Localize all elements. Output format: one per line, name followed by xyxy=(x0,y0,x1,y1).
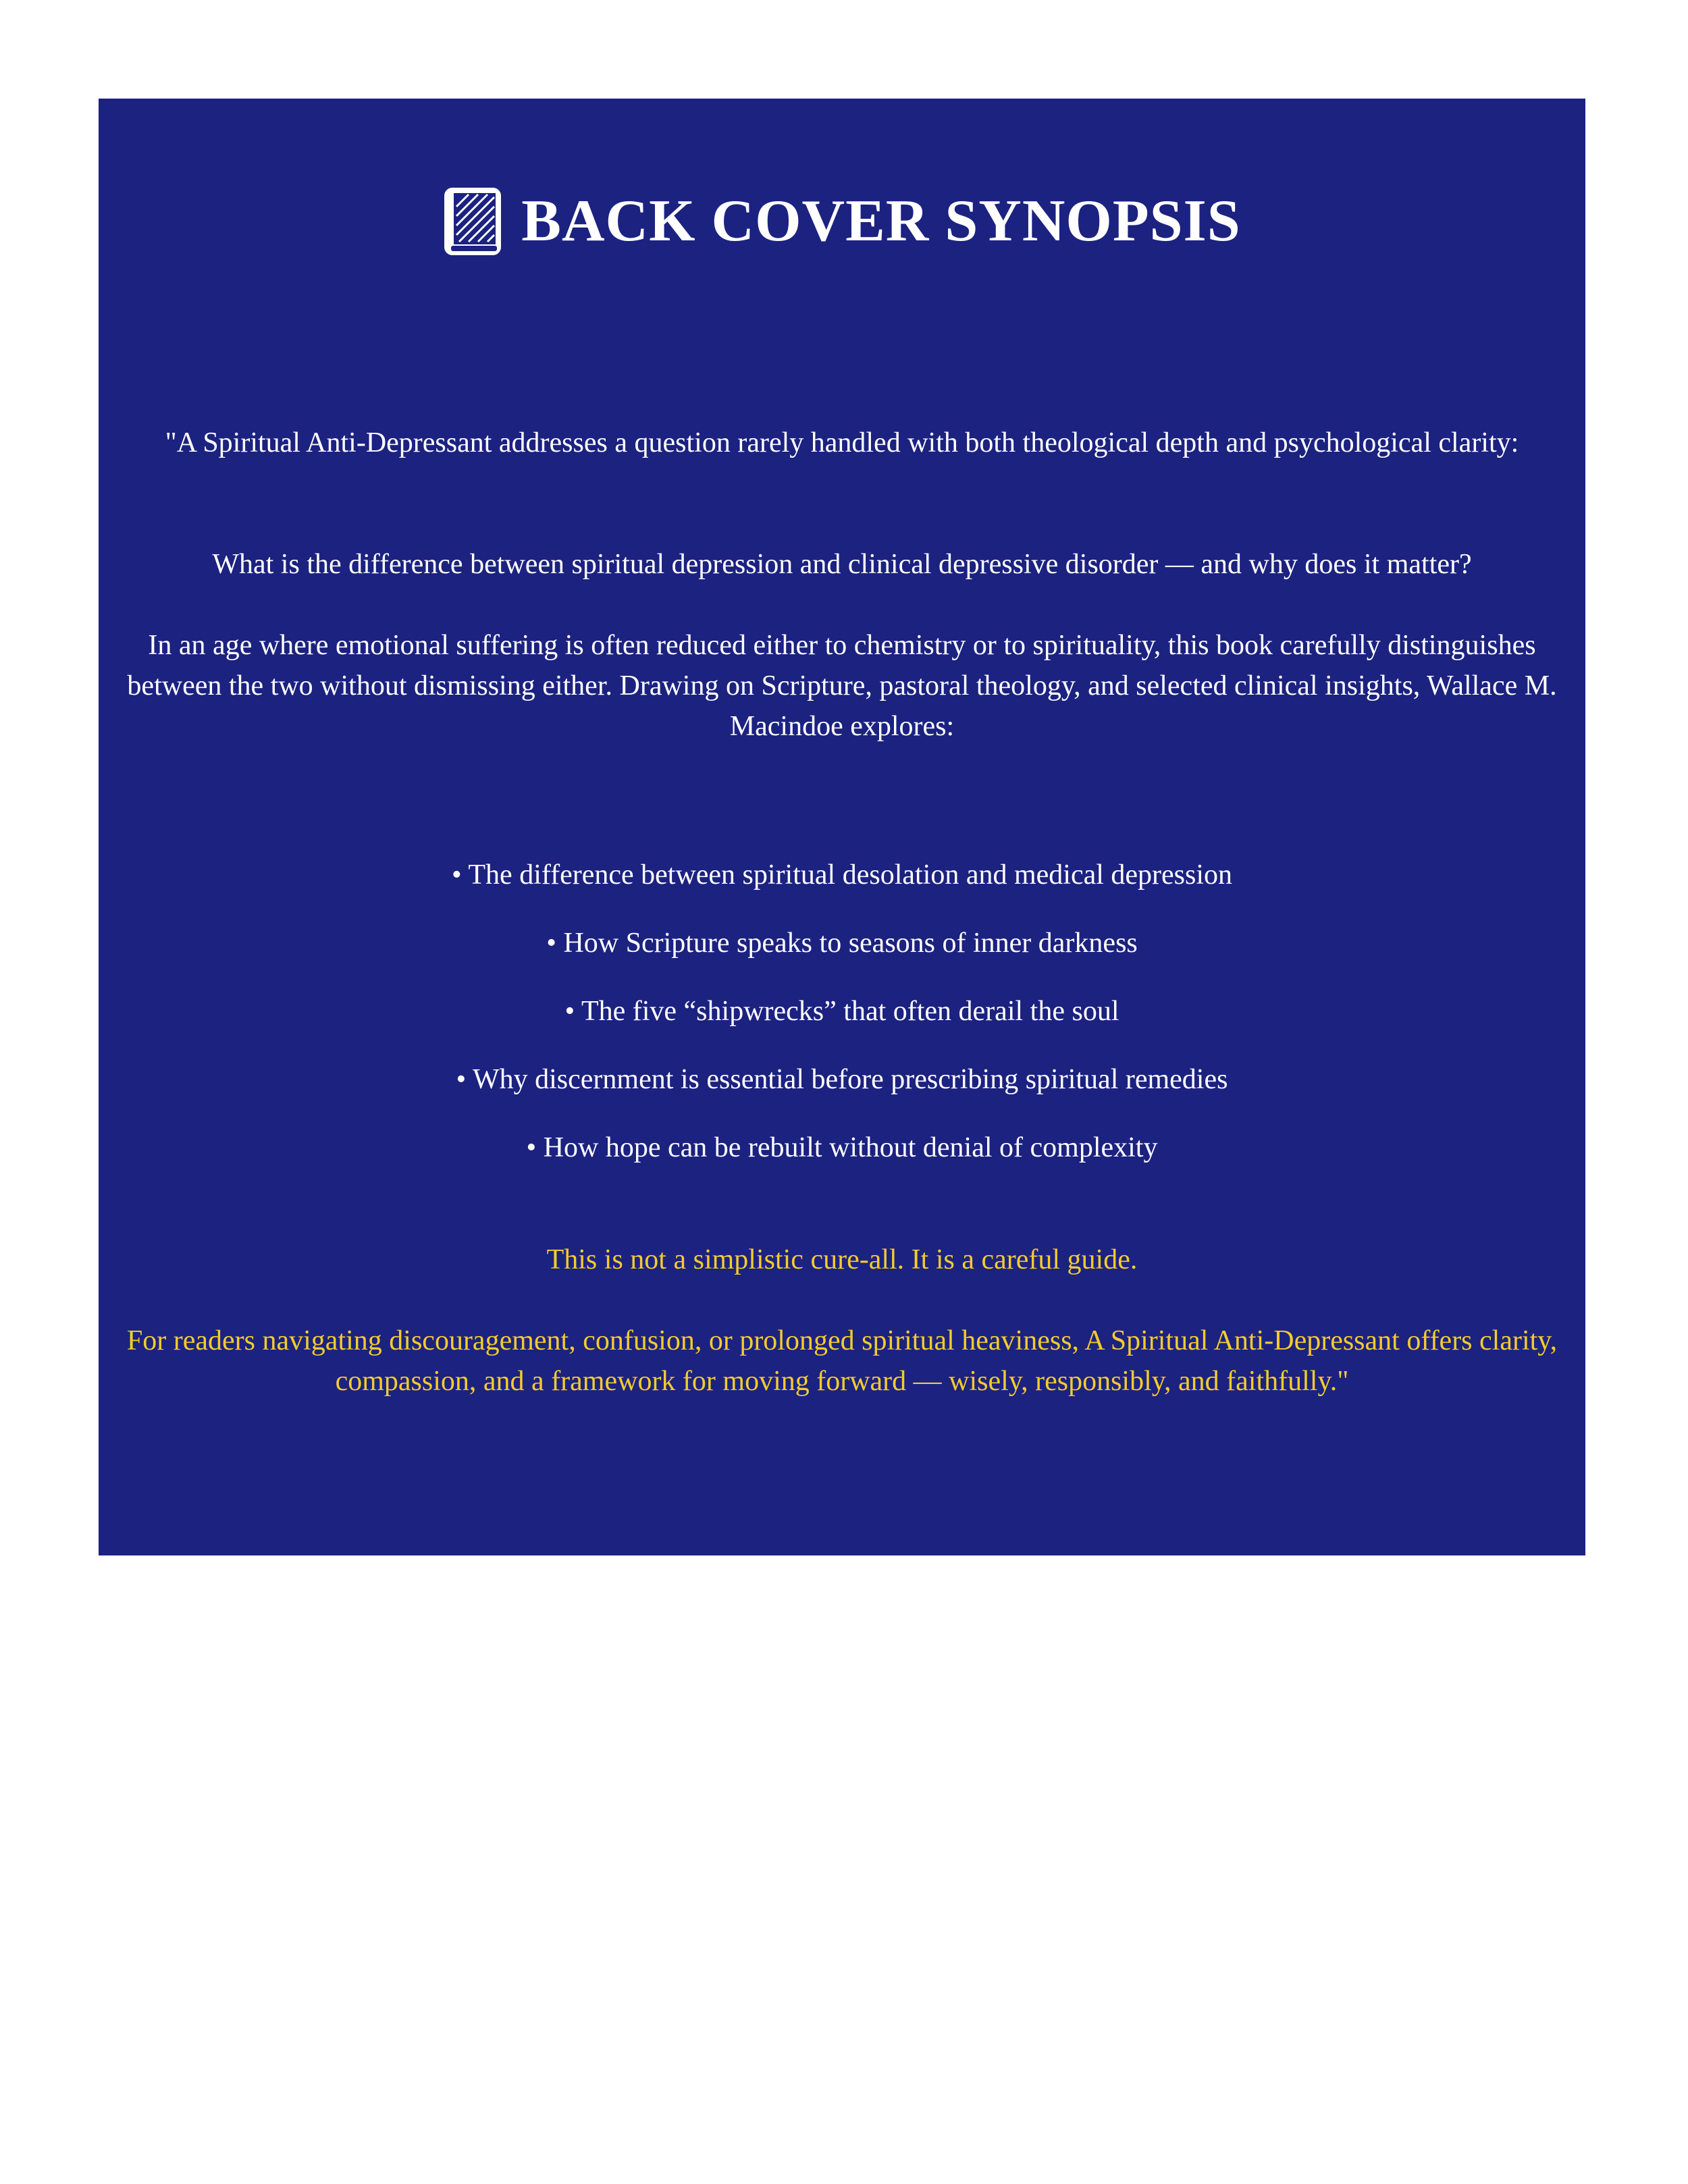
tagline-paragraph: This is not a simplistic cure-all. It is a careful guide. xyxy=(546,1244,1138,1275)
list-item: • The difference between spiritual desolation and medical depression xyxy=(451,859,1233,890)
topics-list xyxy=(99,855,1585,1196)
context-paragraph: In an age where emotional suffering is often reduced either to chemistry or to spirituality, this book carefully distinguishes between the two without dismissing either. Drawing on Scripture, pastoral theology, and selected clinical insights, Wallace M. Macindoe explores: xyxy=(127,630,1557,742)
book-icon xyxy=(443,186,502,257)
page-title: BACK COVER SYNOPSIS xyxy=(521,188,1241,254)
closing-paragraph: For readers navigating discouragement, confusion, or prolonged spiritual heaviness, A Spiritual Anti-Depressant offers clarity, compassion, and a framework for moving forward — wisely, responsibly, and faithfully." xyxy=(126,1325,1558,1397)
synopsis-panel xyxy=(99,99,1585,1555)
intro-paragraph: "A Spiritual Anti-Depressant addresses a question rarely handled with both theological depth and psychological clarity: xyxy=(165,427,1519,458)
list-item: • The five “shipwrecks” that often derail the soul xyxy=(564,996,1119,1027)
question-paragraph: What is the difference between spiritual depression and clinical depressive disorder — and why does it matter? xyxy=(212,549,1472,580)
list-item: • How Scripture speaks to seasons of inner darkness xyxy=(546,928,1138,959)
title-row xyxy=(99,186,1585,257)
list-item: • Why discernment is essential before prescribing spiritual remedies xyxy=(456,1064,1228,1095)
list-item: • How hope can be rebuilt without denial of complexity xyxy=(526,1132,1158,1163)
